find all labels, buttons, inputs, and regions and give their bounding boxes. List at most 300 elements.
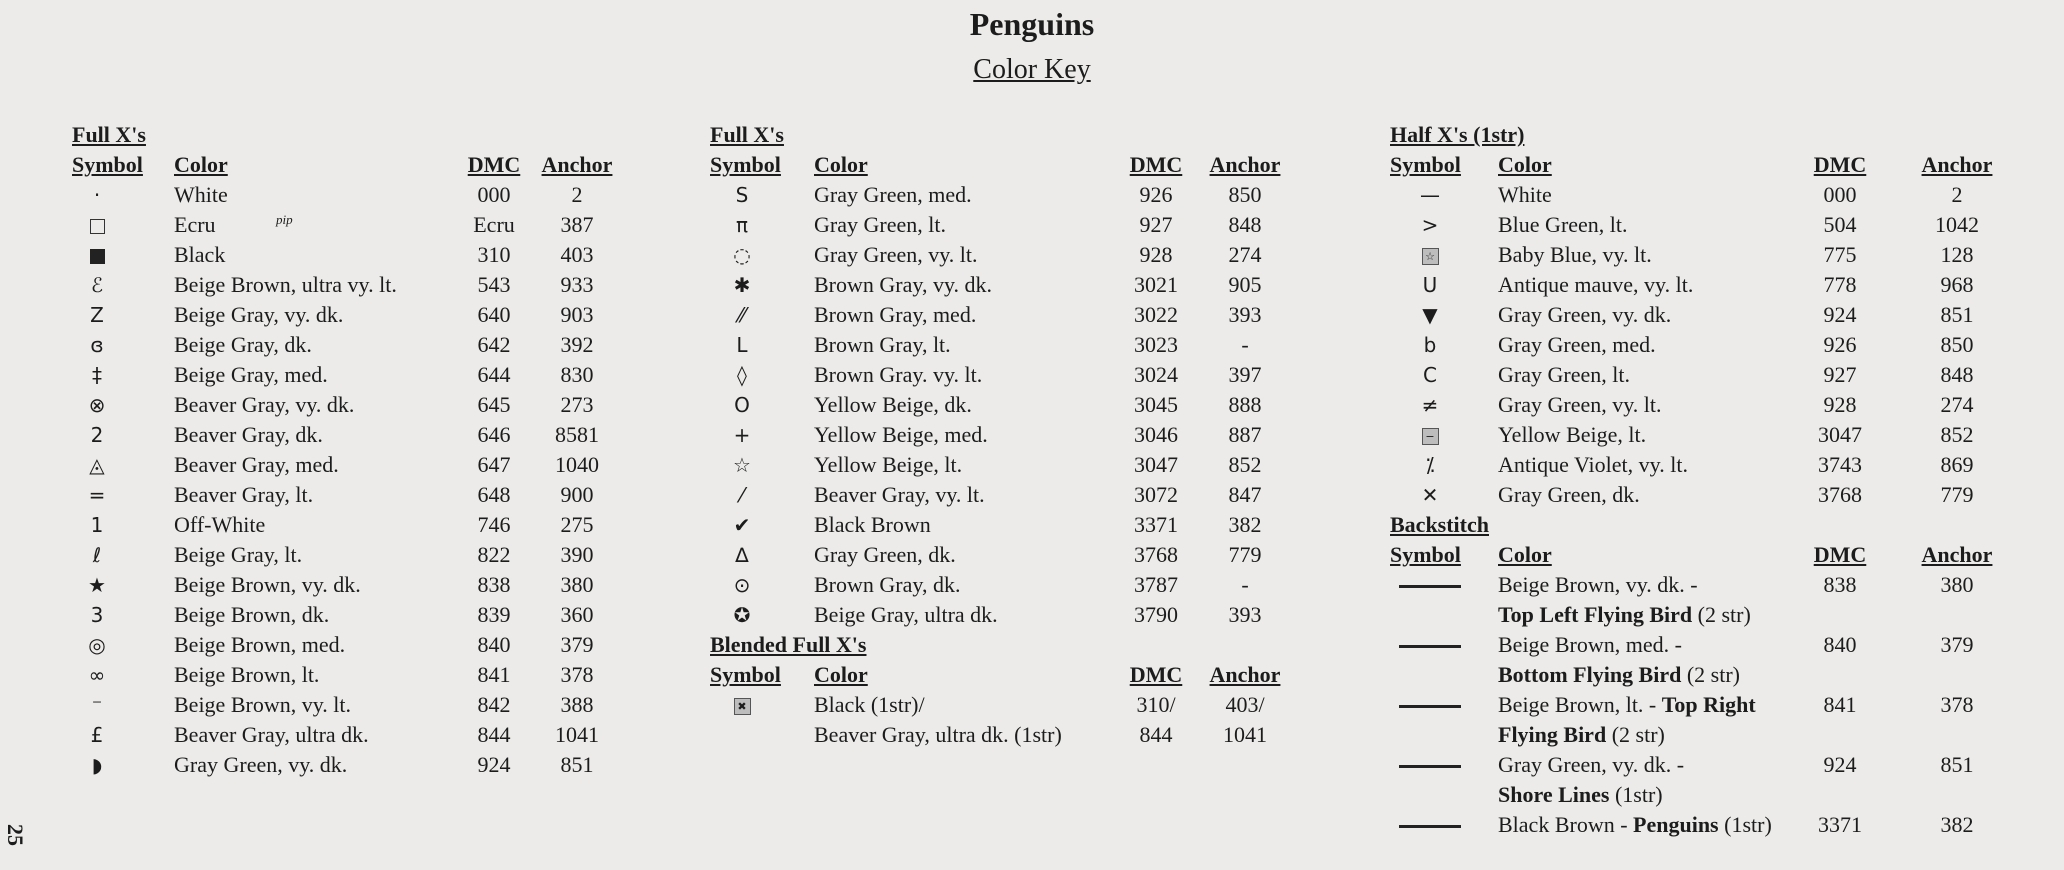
table-row: [72, 540, 632, 570]
dmc-number: 844: [1139, 722, 1173, 747]
stitch-symbol: +: [733, 423, 751, 447]
color-name: Gray Green, vy. lt.: [814, 242, 978, 267]
anchor-number: 1040: [555, 452, 599, 477]
dmc-number: 3047: [1134, 452, 1178, 477]
table-row: [710, 570, 1300, 600]
solid-square-icon: [90, 249, 105, 264]
stitch-symbol: [72, 240, 122, 270]
section-heading: Full X's: [72, 122, 146, 147]
half-xs-column: [1390, 120, 2010, 840]
header-anchor: Anchor: [541, 152, 613, 177]
stitch-symbol: ☆: [733, 453, 751, 477]
color-name: Brown Gray, dk.: [814, 572, 961, 597]
table-row: [1390, 360, 2010, 390]
color-name: Yellow Beige, lt.: [1498, 422, 1647, 447]
stitch-symbol: £: [90, 723, 104, 747]
anchor-number: 403/: [1225, 692, 1265, 717]
stitch-symbol: S: [735, 183, 749, 207]
dmc-number: 3790: [1134, 602, 1178, 627]
stitch-symbol: ⁄⁄: [738, 303, 746, 327]
table-row: [1390, 240, 2010, 270]
anchor-number: 968: [1940, 272, 1974, 297]
color-name: [1498, 750, 1684, 780]
color-name: Beaver Gray, ultra dk.: [174, 722, 369, 747]
anchor-number: 382: [1228, 512, 1262, 537]
stitch-symbol: ✕: [1421, 483, 1439, 507]
description-rest: (1str): [1609, 782, 1663, 807]
header-symbol: Symbol: [710, 662, 781, 687]
anchor-number: 392: [560, 332, 594, 357]
outline-square-icon: [90, 219, 105, 234]
color-name: Beige Brown, vy. lt.: [174, 692, 351, 717]
table-row: [1390, 420, 2010, 450]
dmc-number: 926: [1139, 182, 1173, 207]
anchor-number: 779: [1228, 542, 1262, 567]
table-row: [72, 720, 632, 750]
table-row: [1390, 390, 2010, 420]
anchor-number: 360: [560, 602, 594, 627]
color-name: Beige Gray, ultra dk.: [814, 602, 998, 627]
anchor-number: 397: [1228, 362, 1262, 387]
color-name: Beige Brown, ultra vy. lt.: [174, 272, 397, 297]
dmc-number: 927: [1139, 212, 1173, 237]
stray-note: pip: [276, 212, 293, 227]
color-name: Brown Gray, med.: [814, 302, 977, 327]
color-name: Beige Brown, dk.: [174, 602, 330, 627]
color-name: Black: [174, 242, 226, 267]
table-row: [1390, 330, 2010, 360]
description-rest: (2 str): [1692, 602, 1751, 627]
table-row: [72, 630, 632, 660]
backstitch-description-row: [1390, 720, 2010, 750]
blended-table-header: [710, 660, 1300, 690]
backstitch-line-icon: [1390, 810, 1470, 840]
stitch-symbol: Z: [90, 303, 104, 327]
section-heading: Full X's: [710, 122, 784, 147]
anchor-number: 380: [560, 572, 594, 597]
anchor-number: 382: [1940, 812, 1974, 837]
anchor-number: 850: [1228, 182, 1262, 207]
anchor-number: 379: [560, 632, 594, 657]
dmc-number: 000: [1823, 182, 1857, 207]
color-name: Beaver Gray, med.: [174, 452, 339, 477]
dmc-number: 3046: [1134, 422, 1178, 447]
backstitch-line-icon: [1390, 630, 1470, 660]
table-row: [72, 330, 632, 360]
table-row: [72, 390, 632, 420]
stitch-symbol: ★: [88, 573, 106, 597]
backstitch-row: [1390, 810, 2010, 840]
table-row: [710, 690, 1300, 720]
color-name: Beige Brown, med.: [174, 632, 346, 657]
table-row: [72, 210, 632, 240]
color-name: Yellow Beige, lt.: [814, 452, 963, 477]
header-symbol: Symbol: [1390, 152, 1461, 177]
anchor-number: 378: [1940, 692, 1974, 717]
stitch-symbol: 2: [90, 423, 104, 447]
color-name: [1498, 630, 1682, 660]
color-name: Beaver Gray, lt.: [174, 482, 314, 507]
dmc-number: 3072: [1134, 482, 1178, 507]
anchor-number: 2: [1951, 182, 1963, 207]
stitch-symbol: ⊙: [733, 573, 751, 597]
backstitch-description-row: [1390, 660, 2010, 690]
table-row: [72, 270, 632, 300]
anchor-number: 403: [560, 242, 594, 267]
anchor-number: 887: [1228, 422, 1262, 447]
stitch-symbol: O: [734, 393, 750, 417]
page-number: 25: [3, 824, 28, 846]
section-heading: Half X's (1str): [1390, 122, 1525, 147]
anchor-number: 380: [1940, 572, 1974, 597]
dmc-number: 642: [477, 332, 511, 357]
anchor-number: 848: [1940, 362, 1974, 387]
table-row: [72, 360, 632, 390]
table-row: [710, 210, 1300, 240]
dmc-number: 646: [477, 422, 511, 447]
color-name: [1498, 810, 1772, 840]
dmc-number: 3022: [1134, 302, 1178, 327]
backstitch-description: [1498, 720, 1665, 750]
anchor-number: 2: [571, 182, 583, 207]
color-rest-text: (1str): [1718, 812, 1772, 837]
color-name: Beige Gray, vy. dk.: [174, 302, 344, 327]
color-bold-text: Top Right: [1661, 692, 1756, 717]
table-header: [72, 150, 632, 180]
stitch-symbol: ◊: [737, 363, 747, 387]
boxed-star-icon: ☆: [1422, 248, 1439, 265]
table-row: [710, 180, 1300, 210]
table-row: [1390, 180, 2010, 210]
stitch-symbol: ◎: [88, 633, 106, 657]
table-row: [1390, 480, 2010, 510]
table-row: [72, 510, 632, 540]
stitch-symbol: [1390, 420, 1470, 450]
header-anchor: Anchor: [1209, 662, 1281, 687]
dmc-number: Ecru: [473, 212, 515, 237]
stitch-symbol: =: [88, 483, 106, 507]
header-dmc: DMC: [1129, 152, 1183, 177]
boxed-x-icon: ✖: [734, 698, 751, 715]
stitch-symbol: ⁄: [740, 483, 744, 507]
dmc-number: 504: [1823, 212, 1857, 237]
dmc-number: 3371: [1818, 812, 1862, 837]
dmc-number: 3743: [1818, 452, 1862, 477]
color-name: Beaver Gray, vy. lt.: [814, 482, 985, 507]
header-anchor: Anchor: [1209, 152, 1281, 177]
backstitch-row: [1390, 630, 2010, 660]
dmc-number: 746: [477, 512, 511, 537]
stitch-symbol: C: [1423, 363, 1437, 387]
header-color: Color: [814, 662, 868, 687]
anchor-number: 274: [1940, 392, 1974, 417]
dmc-number: 3024: [1134, 362, 1178, 387]
dmc-number: 844: [477, 722, 511, 747]
backstitch-section-heading: Backstitch: [1390, 512, 1489, 537]
stitch-symbol: >: [1421, 213, 1439, 237]
table-row: [710, 330, 1300, 360]
stitch-symbol: ‡: [92, 363, 102, 387]
dmc-number: 841: [477, 662, 511, 687]
dmc-number: 3371: [1134, 512, 1178, 537]
anchor-number: 387: [560, 212, 594, 237]
color-name: White: [174, 182, 228, 207]
stitch-symbol: ⊗: [88, 393, 106, 417]
dmc-number: 3768: [1134, 542, 1178, 567]
stitch-symbol: ◗: [91, 753, 103, 777]
color-name: Beige Brown, vy. dk.: [174, 572, 361, 597]
dmc-number: 3787: [1134, 572, 1178, 597]
color-name: Gray Green, lt.: [1498, 362, 1630, 387]
color-name: Ecru: [174, 212, 216, 237]
table-row: [710, 300, 1300, 330]
anchor-number: 888: [1228, 392, 1262, 417]
table-row: [72, 420, 632, 450]
description-bold: Top Left Flying Bird: [1498, 602, 1693, 627]
color-name: Blue Green, lt.: [1498, 212, 1628, 237]
backstitch-row: [1390, 570, 2010, 600]
stitch-symbol: ▼: [1422, 303, 1438, 327]
backstitch-description: [1498, 780, 1663, 810]
color-name: Beaver Gray, vy. dk.: [174, 392, 355, 417]
header-symbol: Symbol: [1390, 542, 1461, 567]
anchor-number: 128: [1940, 242, 1974, 267]
header-dmc: DMC: [467, 152, 521, 177]
anchor-number: 1041: [1223, 722, 1267, 747]
anchor-number: 851: [560, 752, 594, 777]
header-dmc: DMC: [1813, 152, 1867, 177]
anchor-number: 848: [1228, 212, 1262, 237]
dmc-number: 926: [1823, 332, 1857, 357]
blended-section-heading: Blended Full X's: [710, 632, 867, 657]
color-name: Black (1str)/: [814, 692, 925, 717]
color-name: Beaver Gray, ultra dk. (1str): [814, 722, 1062, 747]
stitch-symbol: π: [735, 213, 749, 237]
anchor-number: 850: [1940, 332, 1974, 357]
anchor-number: -: [1241, 332, 1249, 357]
table-row: [710, 510, 1300, 540]
table-row: [710, 420, 1300, 450]
backstitch-line-icon: [1390, 570, 1470, 600]
stitch-symbol: [710, 690, 774, 720]
backstitch-table-header: [1390, 540, 2010, 570]
table-row: [1390, 270, 2010, 300]
dmc-number: 928: [1823, 392, 1857, 417]
header-dmc: DMC: [1813, 542, 1867, 567]
dmc-number: 3768: [1818, 482, 1862, 507]
stitch-symbol: ɞ: [90, 333, 104, 357]
anchor-number: 851: [1940, 302, 1974, 327]
color-name: Gray Green, dk.: [1498, 482, 1640, 507]
color-name: Black Brown: [814, 512, 931, 537]
table-row: [72, 750, 632, 780]
header-color: Color: [814, 152, 868, 177]
dmc-number: 840: [477, 632, 511, 657]
description-bold: Shore Lines: [1498, 782, 1610, 807]
color-name: Antique mauve, vy. lt.: [1498, 272, 1694, 297]
table-row: [1390, 450, 2010, 480]
stitch-symbol: 3: [90, 603, 104, 627]
stitch-symbol: ℓ: [92, 543, 102, 567]
color-text: Beige Brown, lt. -: [1498, 692, 1662, 717]
table-row: [710, 360, 1300, 390]
header-anchor: Anchor: [1921, 152, 1993, 177]
color-bold-text: Penguins: [1633, 812, 1719, 837]
table-row: [710, 540, 1300, 570]
description-bold: Bottom Flying Bird: [1498, 662, 1682, 687]
anchor-number: 830: [560, 362, 594, 387]
dmc-number: 924: [477, 752, 511, 777]
dmc-number: 842: [477, 692, 511, 717]
color-name: Gray Green, vy. dk.: [174, 752, 348, 777]
table-row: [72, 600, 632, 630]
color-name: Gray Green, vy. dk.: [1498, 302, 1672, 327]
table-header: [710, 150, 1300, 180]
anchor-number: 8581: [555, 422, 599, 447]
color-text: Beige Brown, vy. dk. -: [1498, 572, 1698, 597]
color-name: Brown Gray, lt.: [814, 332, 951, 357]
table-row: [710, 390, 1300, 420]
header-color: Color: [174, 152, 228, 177]
header-anchor: Anchor: [1921, 542, 1993, 567]
anchor-number: -: [1241, 572, 1249, 597]
dmc-number: 640: [477, 302, 511, 327]
stitch-symbol: ✱: [733, 273, 751, 297]
color-name: Gray Green, med.: [1498, 332, 1656, 357]
dmc-number: 3047: [1818, 422, 1862, 447]
backstitch-row: [1390, 690, 2010, 720]
anchor-number: 779: [1940, 482, 1974, 507]
stitch-symbol: U: [1422, 273, 1438, 297]
table-row: [72, 180, 632, 210]
stitch-symbol: ≠: [1421, 393, 1439, 417]
dmc-number: 775: [1823, 242, 1857, 267]
stitch-symbol: ◬: [89, 453, 105, 477]
color-name: Gray Green, dk.: [814, 542, 956, 567]
backstitch-description-row: [1390, 780, 2010, 810]
table-row: [710, 600, 1300, 630]
table-row: [72, 690, 632, 720]
stitch-symbol: ∆: [735, 543, 749, 567]
stitch-symbol: b: [1423, 333, 1437, 357]
anchor-number: 852: [1940, 422, 1974, 447]
backstitch-description-row: [1390, 600, 2010, 630]
anchor-number: 388: [560, 692, 594, 717]
table-row: [710, 450, 1300, 480]
backstitch-row: [1390, 750, 2010, 780]
dmc-number: 647: [477, 452, 511, 477]
table-row: [72, 570, 632, 600]
color-name: Yellow Beige, med.: [814, 422, 988, 447]
stitch-symbol: ⁒: [1425, 453, 1435, 477]
dmc-number: 838: [1823, 572, 1857, 597]
table-row: [72, 660, 632, 690]
anchor-number: 378: [560, 662, 594, 687]
dmc-number: 000: [477, 182, 511, 207]
color-name: Antique Violet, vy. lt.: [1498, 452, 1688, 477]
dmc-number: 645: [477, 392, 511, 417]
dmc-number: 924: [1823, 302, 1857, 327]
stitch-symbol: [72, 210, 122, 240]
stitch-symbol: —: [1420, 183, 1440, 207]
color-name: Beige Gray, med.: [174, 362, 328, 387]
anchor-number: 1041: [555, 722, 599, 747]
color-name: Beige Gray, lt.: [174, 542, 303, 567]
anchor-number: 847: [1228, 482, 1262, 507]
color-name: Gray Green, med.: [814, 182, 972, 207]
color-name: [1498, 690, 1756, 720]
anchor-number: 393: [1228, 602, 1262, 627]
stitch-symbol: ℰ: [90, 273, 104, 297]
full-xs-column-1: [72, 120, 632, 780]
table-row: [710, 720, 1300, 750]
boxed-dash-icon: −: [1422, 428, 1439, 445]
dmc-number: 310/: [1136, 692, 1176, 717]
anchor-number: 1042: [1935, 212, 1979, 237]
color-name: Gray Green, vy. lt.: [1498, 392, 1662, 417]
table-row: [710, 240, 1300, 270]
table-row: [72, 240, 632, 270]
dmc-number: 841: [1823, 692, 1857, 717]
color-name: Beige Gray, dk.: [174, 332, 312, 357]
backstitch-description: [1498, 660, 1740, 690]
anchor-number: 379: [1940, 632, 1974, 657]
backstitch-description: [1498, 600, 1751, 630]
dmc-number: 838: [477, 572, 511, 597]
stitch-symbol: ✔: [733, 513, 751, 537]
header-symbol: Symbol: [710, 152, 781, 177]
color-text: Beige Brown, med. -: [1498, 632, 1682, 657]
table-row: [710, 480, 1300, 510]
dmc-number: 778: [1823, 272, 1857, 297]
table-row: [72, 480, 632, 510]
dmc-number: 839: [477, 602, 511, 627]
dmc-number: 310: [477, 242, 511, 267]
dmc-number: 543: [477, 272, 511, 297]
color-text: Black Brown -: [1498, 812, 1634, 837]
header-dmc: DMC: [1129, 662, 1183, 687]
anchor-number: 869: [1940, 452, 1974, 477]
stitch-symbol: L: [736, 333, 748, 357]
stitch-symbol: ⁻: [91, 693, 103, 717]
dmc-number: 648: [477, 482, 511, 507]
color-name: Brown Gray. vy. lt.: [814, 362, 983, 387]
page-subtitle: Color Key: [973, 54, 1091, 85]
dmc-number: 3045: [1134, 392, 1178, 417]
color-name: Beige Brown, lt.: [174, 662, 320, 687]
anchor-number: 273: [560, 392, 594, 417]
stitch-symbol: ◌: [733, 243, 751, 267]
description-rest: (2 str): [1606, 722, 1665, 747]
anchor-number: 905: [1228, 272, 1262, 297]
table-row: [72, 300, 632, 330]
dmc-number: 3021: [1134, 272, 1178, 297]
color-name: Brown Gray, vy. dk.: [814, 272, 993, 297]
page-title: Penguins: [969, 6, 1095, 42]
backstitch-line-icon: [1390, 750, 1470, 780]
anchor-number: 275: [560, 512, 594, 537]
table-header: [1390, 150, 2010, 180]
backstitch-line-icon: [1390, 690, 1470, 720]
color-name: Gray Green, lt.: [814, 212, 946, 237]
dmc-number: 644: [477, 362, 511, 387]
color-name: Yellow Beige, dk.: [814, 392, 972, 417]
header-symbol: Symbol: [72, 152, 143, 177]
stitch-symbol: ∞: [88, 663, 106, 687]
description-rest: (2 str): [1681, 662, 1740, 687]
anchor-number: 933: [560, 272, 594, 297]
header-color: Color: [1498, 542, 1552, 567]
